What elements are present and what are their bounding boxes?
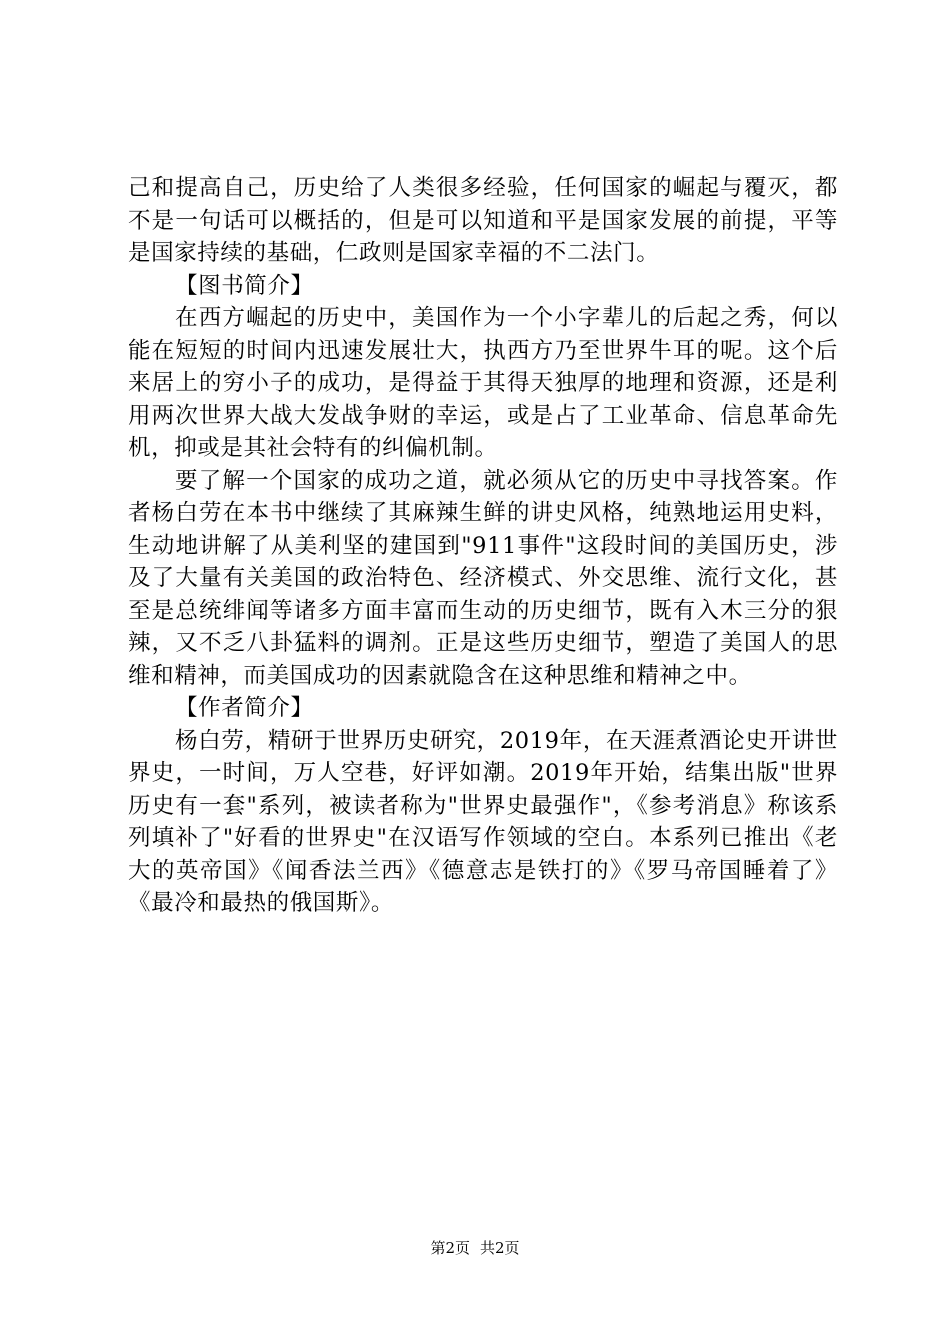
section-heading-book-intro: 【图书简介】 <box>175 272 314 299</box>
page-footer <box>0 1238 950 1258</box>
paragraph-book-intro-1: 在西方崛起的历史中，美国作为一个小字辈儿的后起之秀，何以能在短短的时间内迅速发展壮大，执西方乃至世界牛耳的呢。这个后来居上的穷小子的成功，是得益于其得天独厚的地理和资源，还是利用两次世界大战大发战争财的幸运，或是占了工业革命、信息革命先机，抑或是其社会特有的纠偏机制。 <box>128 305 838 461</box>
paragraph-book-intro-2: 要了解一个国家的成功之道，就必须从它的历史中寻找答案。作者杨白劳在本书中继续了其麻辣生鲜的讲史风格，纯熟地运用史料，生动地讲解了从美利坚的建国到"911事件"这段时间的美国历史，涉及了大量有关美国的政治特色、经济模式、外交思维、流行文化，甚至是总统绯闻等诸多方面丰富而生动的历史细节，既有入木三分的狠辣，又不乏八卦猛料的调剂。正是这些历史细节，塑造了美国人的思维和精神，而美国成功的因素就隐含在这种思维和精神之中。 <box>128 467 838 689</box>
document-body <box>128 172 838 920</box>
section-heading-author-intro: 【作者简介】 <box>175 695 314 721</box>
page-number: 第2页 <box>430 1239 470 1257</box>
paragraph-continuation: 己和提高自己，历史给了人类很多经验，任何国家的崛起与覆灭，都不是一句话可以概括的，但是可以知道和平是国家发展的前提，平等是国家持续的基础，仁政则是国家幸福的不二法门。 <box>128 175 838 266</box>
paragraph-author-intro: 杨白劳，精研于世界历史研究，2019年，在天涯煮酒论史开讲世界史，一时间，万人空巷，好评如潮。2019年开始，结集出版"世界历史有一套"系列，被读者称为"世界史最强作"，《参考消息》称该系列填补了"好看的世界史"在汉语写作领域的空白。本系列已推出《老大的英帝国》《闻香法兰西》《德意志是铁打的》《罗马帝国睡着了》《最冷和最热的俄国斯》。 <box>128 727 838 916</box>
page-total: 共2页 <box>480 1239 520 1257</box>
